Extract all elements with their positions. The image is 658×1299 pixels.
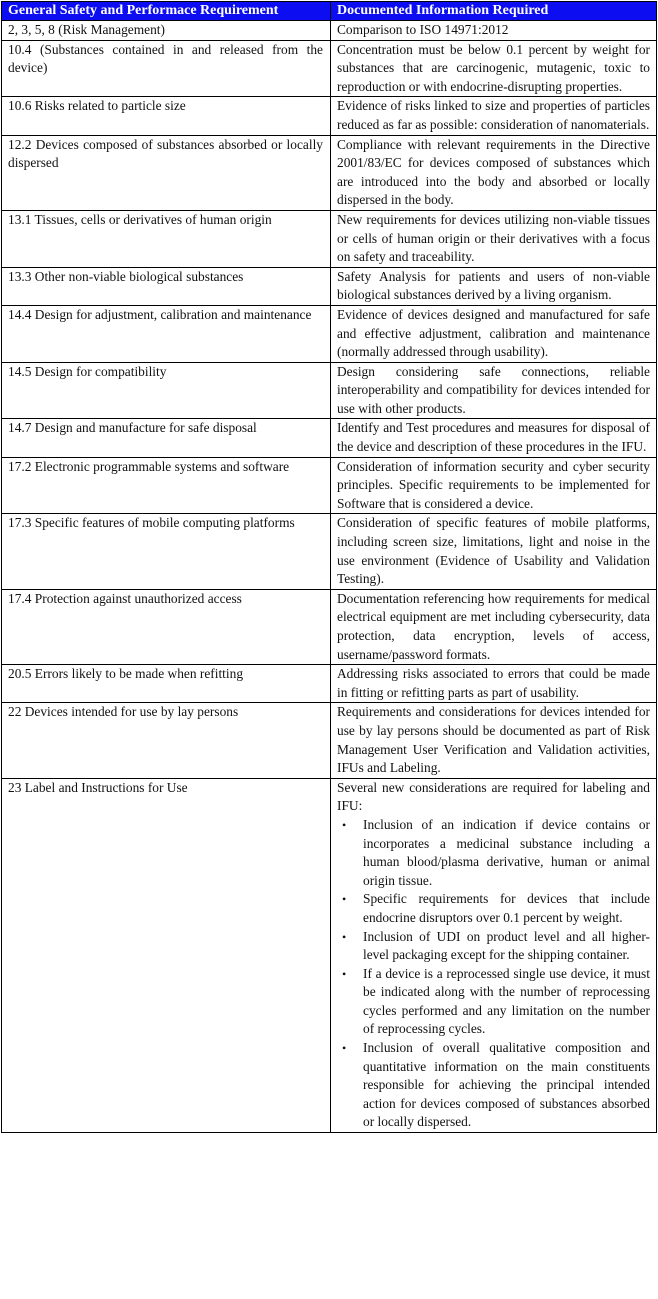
table-row <box>2 457 657 514</box>
table-row <box>2 362 657 419</box>
requirement-cell: 10.6 Risks related to particle size <box>2 97 331 135</box>
bullet-icon: • <box>342 966 347 981</box>
requirement-cell: 17.3 Specific features of mobile computing platforms <box>2 514 331 589</box>
table-header-row <box>2 2 657 21</box>
bullet-item: • Inclusion of overall qualitative composition and quantitative information on the main constituents responsible for achieving the principal intended action for devices composed of substances absorbed or locally dispersed. <box>342 1040 650 1130</box>
gspr-requirements-table <box>1 1 657 1133</box>
bullet-icon: • <box>342 1041 347 1056</box>
documentation-cell: Design considering safe connections, reliable interoperability and compatibility for devices intended for use with other products. <box>331 362 657 419</box>
requirement-cell: 20.5 Errors likely to be made when refitting <box>2 665 331 703</box>
column-header-requirement: General Safety and Performace Requirement <box>2 2 331 21</box>
table-row-label-ifu <box>2 778 657 1132</box>
requirement-cell: 12.2 Devices composed of substances absorbed or locally dispersed <box>2 135 331 210</box>
table-row <box>2 305 657 362</box>
bullet-item: • Inclusion of UDI on product level and all higher-level packaging except for the shipping container. <box>342 928 650 963</box>
documentation-cell: Evidence of risks linked to size and properties of particles reduced as far as possible: consideration of nanomaterials. <box>331 97 657 135</box>
requirement-cell: 2, 3, 5, 8 (Risk Management) <box>2 21 331 41</box>
table-row <box>2 21 657 41</box>
requirement-cell: 17.2 Electronic programmable systems and software <box>2 457 331 514</box>
documentation-cell: Concentration must be below 0.1 percent by weight for substances that are carcinogenic, mutagenic, toxic to reproduction or with endocrine-disrupting properties. <box>331 40 657 97</box>
documentation-cell: Documentation referencing how requirements for medical electrical equipment are met including cybersecurity, data protection, data encryption, levels of access, username/password formats. <box>331 589 657 664</box>
documentation-cell: Addressing risks associated to errors that could be made in fitting or refitting parts as part of usability. <box>331 665 657 703</box>
table-row <box>2 514 657 589</box>
requirement-cell: 13.3 Other non-viable biological substances <box>2 267 331 305</box>
documentation-cell: Compliance with relevant requirements in the Directive 2001/83/EC for devices composed of substances which are introduced into the body and absorbed or locally dispersed in the body. <box>331 135 657 210</box>
documentation-cell: Identify and Test procedures and measures for disposal of the device and description of these procedures in the IFU. <box>331 419 657 457</box>
documentation-cell: Safety Analysis for patients and users of non-viable biological substances derived by a living organism. <box>331 267 657 305</box>
table-row <box>2 703 657 778</box>
documentation-cell: Evidence of devices designed and manufactured for safe and effective adjustment, calibration and maintenance (normally addressed through usability). <box>331 305 657 362</box>
requirement-cell: 14.5 Design for compatibility <box>2 362 331 419</box>
documentation-cell: Consideration of specific features of mobile platforms, including screen size, limitations, light and noise in the use environment (Evidence of Usability and Validation Testing). <box>331 514 657 589</box>
column-header-documentation: Documented Information Required <box>331 2 657 21</box>
table-row <box>2 589 657 664</box>
table-row <box>2 267 657 305</box>
table-row <box>2 40 657 97</box>
table-row <box>2 135 657 210</box>
requirement-cell: 17.4 Protection against unauthorized access <box>2 589 331 664</box>
bullet-icon: • <box>342 817 347 832</box>
requirement-cell: 22 Devices intended for use by lay persons <box>2 703 331 778</box>
table-body <box>2 21 657 1133</box>
documentation-cell: New requirements for devices utilizing non-viable tissues or cells of human origin or their derivatives with a focus on safety and traceability. <box>331 210 657 267</box>
bullet-item: • If a device is a reprocessed single use device, it must be indicated along with the number of reprocessing cycles performed and any limitation on the number of reprocessing cycles. <box>342 965 650 1037</box>
documentation-cell <box>331 778 657 1132</box>
bullet-icon: • <box>342 892 347 907</box>
table-row <box>2 665 657 703</box>
requirement-cell: 23 Label and Instructions for Use <box>2 778 331 1132</box>
label-ifu-bullet-list <box>337 816 650 1132</box>
documentation-cell: Requirements and considerations for devices intended for use by lay persons should be documented as part of Risk Management User Verification and Validation activities, IFUs and Labeling. <box>331 703 657 778</box>
documentation-cell: Comparison to ISO 14971:2012 <box>331 21 657 41</box>
table-row <box>2 210 657 267</box>
table-row <box>2 97 657 135</box>
bullet-item: • Inclusion of an indication if device contains or incorporates a medicinal substance including a human blood/plasma derivative, human or animal origin tissue. <box>342 816 650 888</box>
requirement-cell: 14.4 Design for adjustment, calibration and maintenance <box>2 305 331 362</box>
requirement-cell: 13.1 Tissues, cells or derivatives of human origin <box>2 210 331 267</box>
bullet-item: • Specific requirements for devices that include endocrine disruptors over 0.1 percent by weight. <box>342 891 650 925</box>
requirement-cell: 10.4 (Substances contained in and released from the device) <box>2 40 331 97</box>
requirement-cell: 14.7 Design and manufacture for safe disposal <box>2 419 331 457</box>
table-row <box>2 419 657 457</box>
label-ifu-intro: Several new considerations are required for labeling and IFU: <box>337 779 650 814</box>
bullet-icon: • <box>342 929 347 944</box>
documentation-cell: Consideration of information security and cyber security principles. Specific requirements to be implemented for Software that is considered a device. <box>331 457 657 514</box>
